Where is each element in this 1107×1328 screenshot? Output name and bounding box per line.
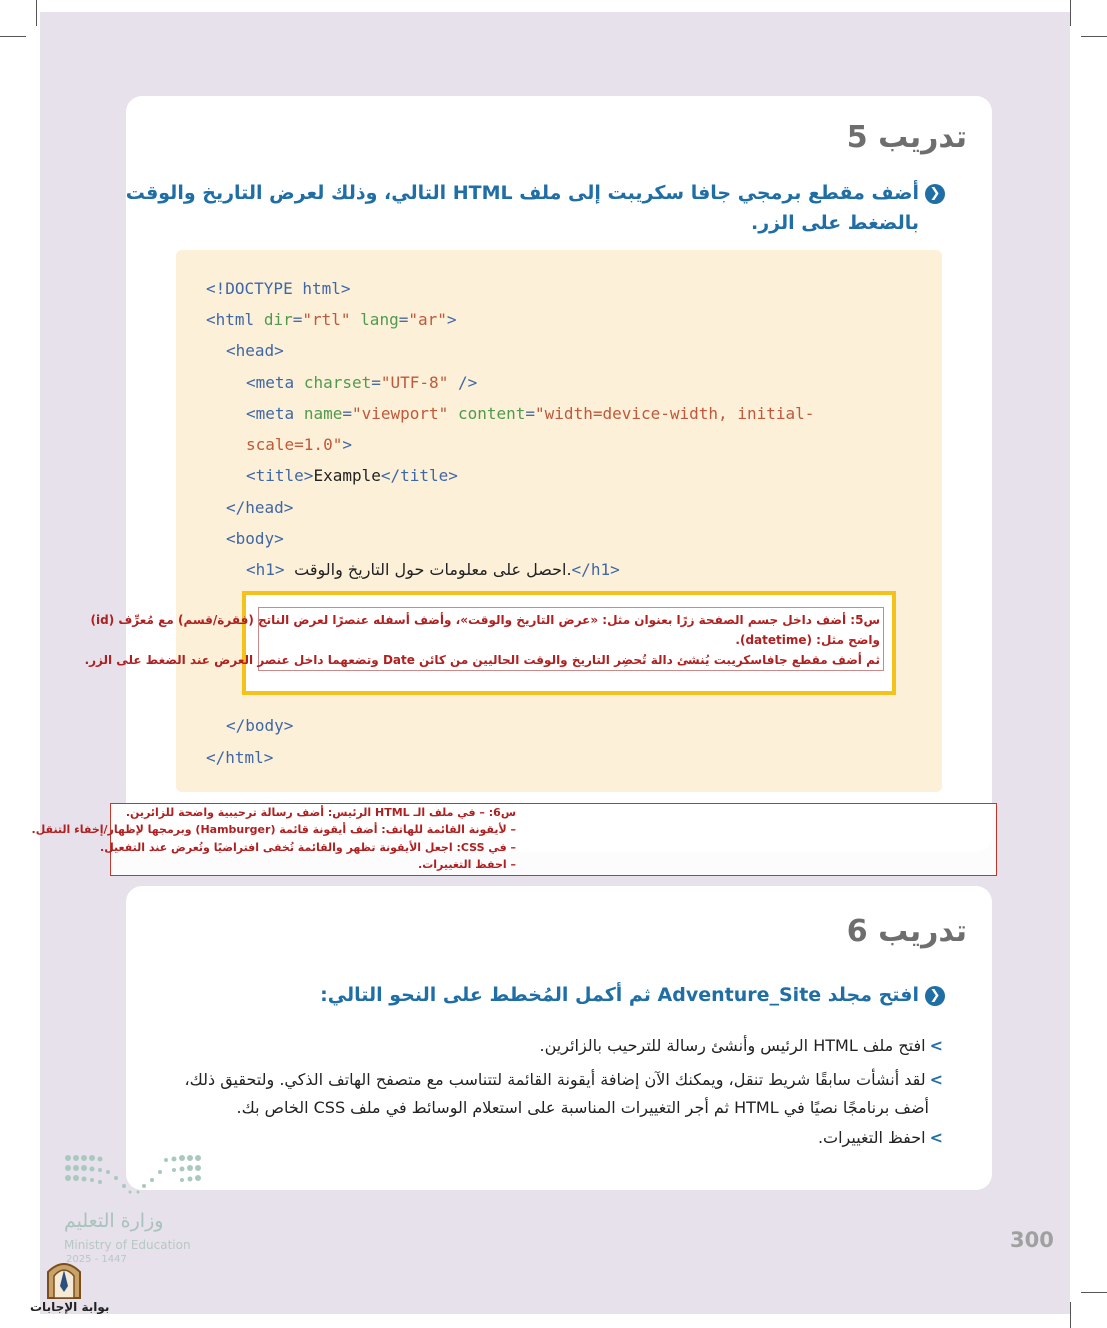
code-line: <html dir="rtl" lang="ar"> <box>206 310 457 329</box>
portal-name: بوابة الإجابات <box>30 1300 110 1314</box>
training-5-heading: تدريب 5 <box>846 120 967 155</box>
note-line: – لأيقونة القائمة للهاتف: أضف أيقونة قائمة (Hamburger) وبرمجها لإظهار/إخفاء التنقل. <box>31 823 516 836</box>
note-line: – احفظ التغييرات. <box>418 858 516 871</box>
chevron-left-circle-icon: ❮ <box>925 986 945 1006</box>
page-number: 300 <box>1010 1228 1054 1252</box>
step-item: >لقد أنشأت سابقًا شريط تنقل، ويمكنك الآن إضافة أيقونة القائمة لتتناسب مع متصفح الهاتف الذكي. ولتحقيق ذلك، أضف برنامجًا نصيًا في HTML ثم أجر التغييرات المناسبة على استعلام الوسائط في ملف CSS الخاص بك. <box>184 1070 943 1117</box>
ministry-name-arabic: وزارة التعليم <box>64 1210 164 1232</box>
code-block <box>176 250 942 792</box>
chevron-right-icon: > <box>929 1070 943 1089</box>
crop-mark <box>1070 1302 1071 1328</box>
code-line: <head> <box>226 341 284 360</box>
code-line: <h1> احصل على معلومات حول التاريخ والوقت.</h1> <box>246 560 620 579</box>
step-item: >احفظ التغييرات. <box>817 1128 943 1147</box>
question-5-note <box>84 591 896 695</box>
step-item: >افتح ملف HTML الرئيس وأنشئ رسالة للترحيب بالزائرين. <box>539 1036 943 1055</box>
chevron-right-icon: > <box>929 1036 943 1055</box>
crop-mark <box>0 36 26 37</box>
note-line: واضح مثل: (datetime). <box>735 633 880 647</box>
training-6-heading: تدريب 6 <box>846 914 967 949</box>
crop-mark <box>1081 1292 1107 1293</box>
code-line: </html> <box>206 748 274 767</box>
code-line: <!DOCTYPE html> <box>206 279 351 298</box>
code-line: scale=1.0"> <box>246 435 352 454</box>
note-line: س5: أضف داخل جسم الصفحة زرًا بعنوان مثل: «عرض التاريخ والوقت»، وأضف أسفله عنصرًا لعرض الناتج (فقرة/قسم) مع مُعرِّف (id) <box>90 613 880 627</box>
note-line: ثم أضف مقطع جافاسكريبت يُنشئ دالة تُحضِر التاريخ والوقت الحاليين من كائن Date وتضعهما داخل عنصر العرض عند الضغط على الزر. <box>84 653 880 667</box>
crop-mark <box>1081 36 1107 37</box>
ministry-logo-icon <box>64 1152 204 1194</box>
chevron-left-circle-icon: ❮ <box>925 184 945 204</box>
code-line: </body> <box>226 716 294 735</box>
note-line: – في CSS: اجعل الأيقونة تظهر والقائمة تُخفى افتراضيًا وتُعرض عند التفعيل. <box>100 841 516 854</box>
note-line: س6: – في ملف الـ HTML الرئيس: أضف رسالة ترحيبية واضحة للزائرين. <box>125 806 516 819</box>
code-line: <title>Example</title> <box>246 466 458 485</box>
code-line: </head> <box>226 498 294 517</box>
crop-mark <box>1070 0 1071 26</box>
code-line: <meta name="viewport" content="width=device-width, initial- <box>246 404 815 423</box>
portal-logo-icon <box>44 1256 84 1300</box>
code-line: <body> <box>226 529 284 548</box>
training-5-instruction: ❮أضف مقطع برمجي جافا سكريبت إلى ملف HTML التالي، وذلك لعرض التاريخ والوقت بالضغط على الزر. <box>126 178 945 238</box>
training-6-instruction: ❮افتح مجلد Adventure_Site ثم أكمل المُخطط على النحو التالي: <box>320 980 945 1010</box>
ministry-year: 2025 - 1447 <box>66 1254 127 1265</box>
code-line: <meta charset="UTF-8" /> <box>246 373 478 392</box>
question-6-note <box>31 803 997 876</box>
crop-mark <box>36 0 37 26</box>
ministry-name-english: Ministry of Education <box>64 1238 191 1252</box>
chevron-right-icon: > <box>929 1128 943 1147</box>
